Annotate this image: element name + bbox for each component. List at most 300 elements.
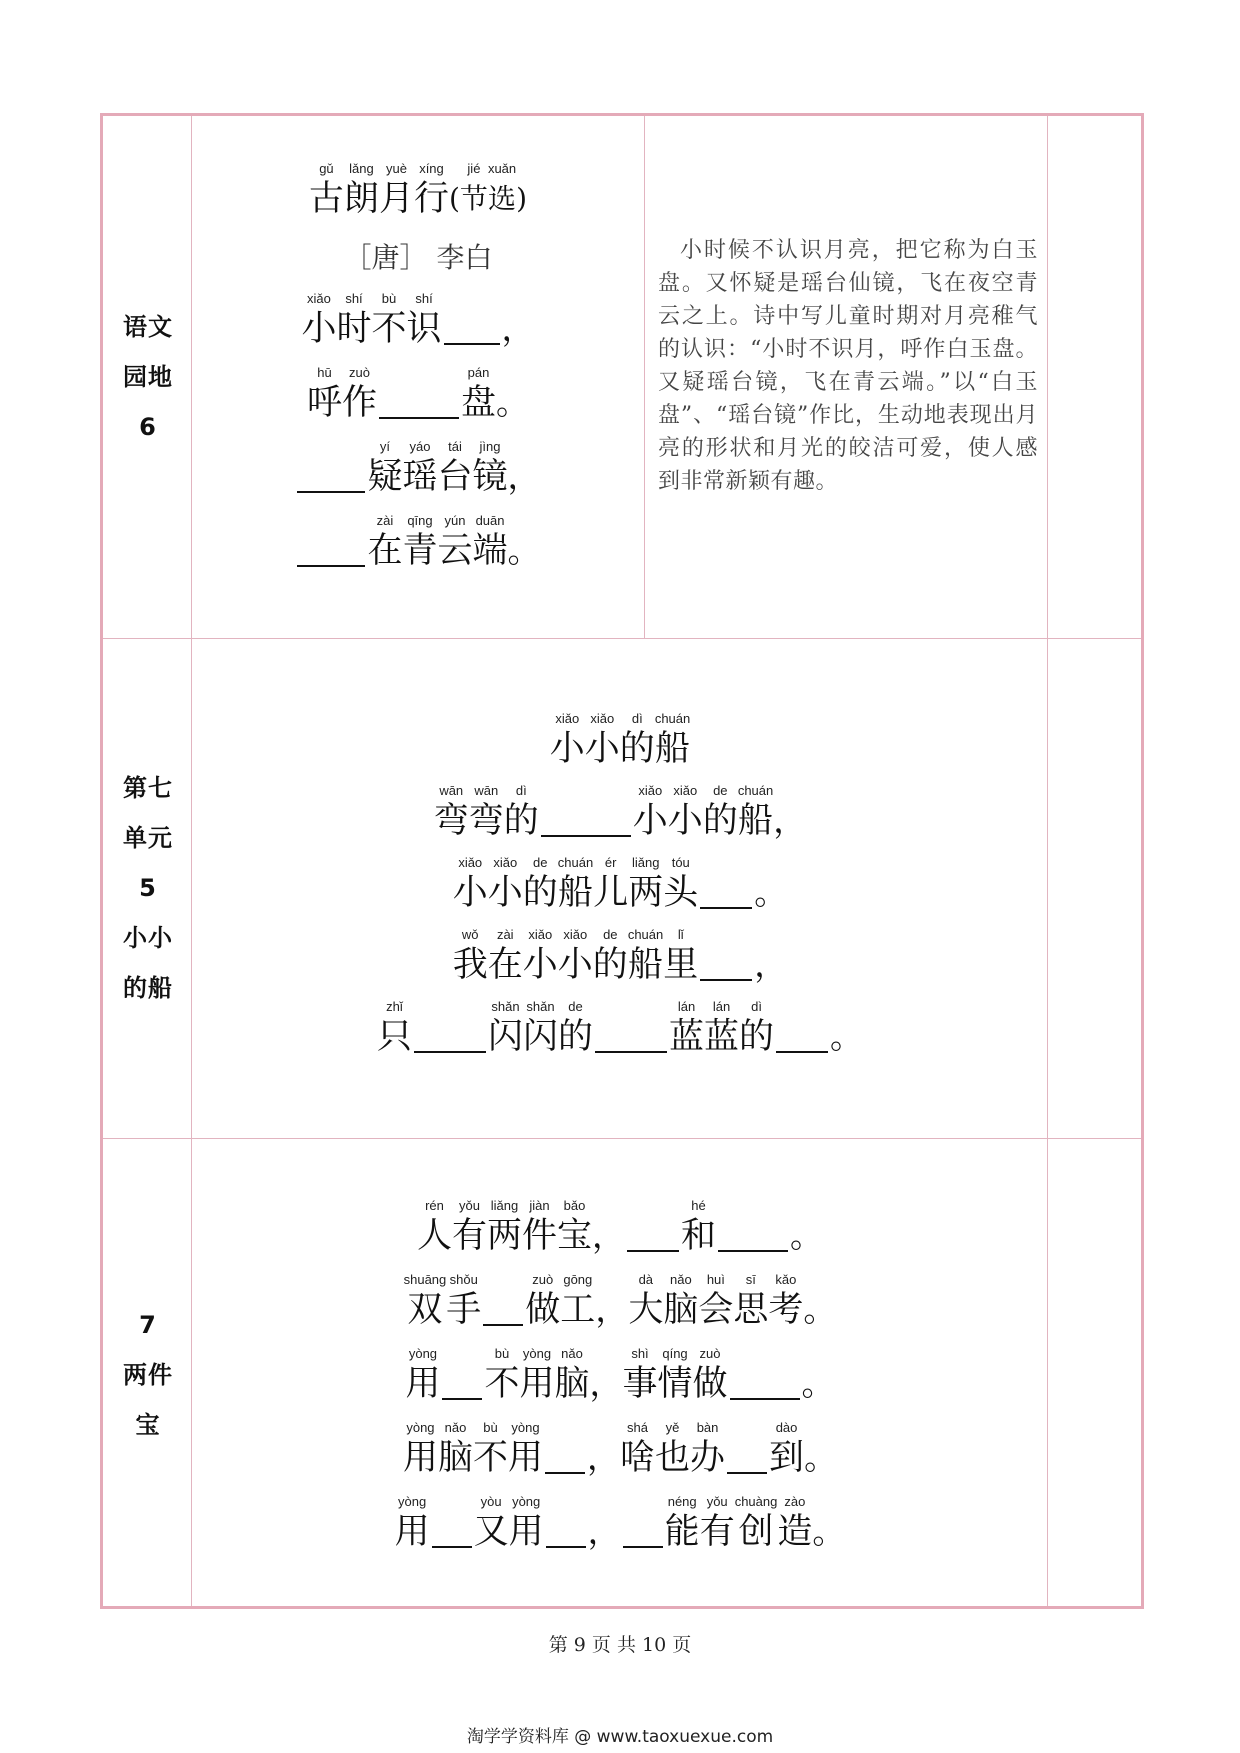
hanzi-text: 船 (557, 873, 593, 913)
poem-line: wān 弯 wān 弯 dì 的 xiǎo 小 xiǎo 小 de 的 chuán 船 ， (433, 783, 807, 841)
fill-blank[interactable] (297, 521, 365, 567)
pinyin-character (523, 855, 558, 915)
pinyin-text: hū (317, 365, 332, 380)
fill-blank[interactable] (718, 1206, 788, 1252)
pinyin-text: xíng (419, 161, 444, 176)
hanzi-text: 小 (584, 729, 620, 769)
hanzi-text: 用 (405, 1364, 441, 1404)
hanzi-text: 会 (698, 1290, 734, 1330)
pinyin-text: pán (467, 365, 490, 380)
pinyin-text: shí (345, 291, 363, 306)
pinyin-character (414, 161, 449, 221)
fill-blank[interactable] (627, 1206, 679, 1252)
hanzi-text: 作 (341, 383, 377, 423)
poem-xiaoxiaodechuan (193, 711, 1047, 1059)
hanzi-text: 大 (628, 1290, 664, 1330)
pinyin-character (704, 999, 739, 1059)
pinyin-text: kǎo (775, 1272, 797, 1287)
pinyin-character (693, 1346, 728, 1406)
hanzi-text: 闪 (487, 1017, 523, 1057)
hanzi-text: 呼 (306, 383, 342, 423)
pinyin-character (377, 999, 412, 1059)
pinyin-character (620, 1420, 655, 1480)
pinyin-text: sī (745, 1272, 756, 1287)
pinyin-character (769, 1420, 804, 1480)
hanzi-text: 做 (692, 1364, 728, 1404)
poem-line: yòng 用 bù 不 yòng 用 nǎo 脑 ， shì 事 qíng 情 zuò 做 。 (405, 1346, 835, 1404)
poem-line: wǒ 我 zài 在 xiǎo 小 xiǎo 小 de 的 chuán 船 lǐ 里 ， (452, 927, 788, 985)
pinyin-character (681, 1198, 716, 1258)
hanzi-text: 小 (667, 801, 703, 841)
hanzi-text: 事 (622, 1364, 658, 1404)
fill-blank[interactable] (414, 1007, 486, 1053)
pinyin-character (438, 439, 473, 499)
hanzi-text: 办 (690, 1438, 726, 1478)
pinyin-character (473, 439, 508, 499)
fill-blank[interactable] (442, 1354, 482, 1400)
pinyin-text: zài (376, 513, 394, 528)
fill-blank[interactable] (541, 791, 631, 837)
pinyin-text: zuò (349, 365, 370, 380)
hanzi-text: 蓝 (704, 1017, 740, 1057)
pinyin-text: de (533, 855, 548, 870)
hanzi-text: 选 (488, 182, 517, 215)
pinyin-character (336, 291, 371, 351)
pinyin-character (402, 439, 437, 499)
label-text: 宝 (135, 1411, 161, 1439)
pinyin-text: xiǎo (307, 291, 331, 306)
hanzi-text: 头 (663, 873, 699, 913)
hanzi-text: 月 (378, 179, 414, 219)
pinyin-character (407, 291, 442, 351)
hanzi-text: 用 (508, 1512, 544, 1552)
hanzi-text: 用 (394, 1512, 430, 1552)
hanzi-text: 的 (739, 1017, 775, 1057)
pinyin-text: xiǎo (528, 927, 553, 942)
poem-line: yí 疑 yáo 瑶 tái 台 jìng 镜 ， (295, 439, 540, 499)
pinyin-character (522, 1198, 557, 1258)
pinyin-character (473, 1420, 508, 1480)
pinyin-character (367, 439, 402, 499)
pinyin-character (344, 161, 379, 221)
label-text: 园地 (123, 363, 173, 391)
hanzi-text: 两 (486, 1216, 522, 1256)
pinyin-text: gǔ (319, 161, 334, 176)
pinyin-text: jìng (479, 439, 501, 454)
hanzi-text: 宝 (557, 1216, 593, 1256)
pinyin-text: liǎng (631, 855, 660, 870)
hanzi-text: 识 (406, 309, 442, 349)
pinyin-character (703, 783, 738, 843)
pinyin-text: wǒ (461, 927, 479, 942)
pinyin-character (585, 711, 620, 771)
hanzi-text: 行 (413, 179, 449, 219)
pinyin-character (738, 783, 773, 843)
hanzi-text: 镜 (472, 457, 508, 497)
pinyin-character (438, 513, 473, 573)
hanzi-text: 手 (446, 1290, 482, 1330)
pinyin-text: jiàn (529, 1198, 550, 1213)
column-divider (644, 116, 645, 638)
pinyin-character (593, 855, 628, 915)
pinyin-text: zào (784, 1494, 806, 1509)
hanzi-text: 在 (487, 945, 523, 985)
hanzi-text: 小 (557, 945, 593, 985)
hanzi-text: 工 (560, 1290, 596, 1330)
poem-line: xiǎo 小 xiǎo 小 de 的 chuán 船 ér 儿 liǎng 两 tóu 头 。 (452, 855, 788, 913)
hanzi-text: 的 (702, 801, 738, 841)
poem-line: hū 呼 zuò 作 pán 盘 。 (306, 365, 530, 423)
pinyin-character (488, 855, 523, 915)
hanzi-text: 不 (371, 309, 407, 349)
pinyin-character (309, 161, 344, 221)
hanzi-text: 造 (777, 1512, 813, 1552)
pinyin-text: zhǐ (386, 999, 403, 1014)
fill-blank[interactable] (546, 1502, 586, 1548)
poem-line: xiǎo 小 shí 时 bù 不 shí 识 ， (301, 291, 535, 349)
pinyin-character (488, 999, 523, 1059)
pinyin-character (558, 927, 593, 987)
hanzi-text: 也 (655, 1438, 691, 1478)
fill-blank[interactable] (776, 1007, 828, 1053)
pinyin-text: bù (494, 1346, 510, 1361)
pinyin-text: yí (379, 439, 391, 454)
hanzi-text: 船 (655, 729, 691, 769)
hanzi-text: 用 (507, 1438, 543, 1478)
hanzi-text: 做 (525, 1290, 561, 1330)
pinyin-character (669, 999, 704, 1059)
pinyin-text: yòng (512, 1494, 541, 1509)
pinyin-character (658, 1346, 693, 1406)
pinyin-character (453, 927, 488, 987)
pinyin-text: hé (691, 1198, 706, 1213)
pinyin-text: shuāng (403, 1272, 447, 1287)
pinyin-text: tóu (671, 855, 690, 870)
pinyin-text: wān (474, 783, 499, 798)
pinyin-text: yòng (408, 1346, 438, 1361)
pinyin-character (768, 1272, 803, 1332)
poem-line: zhǐ 只 shǎn 闪 shǎn 闪 de 的 lán 蓝 lán 蓝 dì 的 。 (376, 999, 864, 1057)
pinyin-character (488, 927, 523, 987)
hanzi-text: 的 (522, 873, 558, 913)
hanzi-text: 思 (733, 1290, 769, 1330)
hanzi-text: 小 (452, 873, 488, 913)
pinyin-text: xiǎo (493, 855, 518, 870)
pinyin-text: yǒu (458, 1198, 480, 1213)
hanzi-text: 我 (452, 945, 488, 985)
pinyin-character (519, 1346, 554, 1406)
pinyin-character (469, 783, 504, 843)
pinyin-character (665, 1494, 700, 1554)
hanzi-text: 台 (437, 457, 473, 497)
hanzi-text: 不 (472, 1438, 508, 1478)
pinyin-text: dà (638, 1272, 654, 1287)
pinyin-character (488, 161, 516, 221)
pinyin-character (698, 1272, 733, 1332)
pinyin-text: de (568, 999, 583, 1014)
pinyin-text: néng (667, 1494, 697, 1509)
hanzi-text: 疑 (367, 457, 403, 497)
poem-line: rén 人 yǒu 有 liǎng 两 jiàn 件 bǎo 宝 ， hé 和 。 (416, 1198, 824, 1256)
pinyin-character (690, 1420, 725, 1480)
pinyin-text: xiǎo (638, 783, 663, 798)
pinyin-text: yòng (406, 1420, 435, 1435)
hanzi-text: 朗 (343, 179, 379, 219)
pinyin-character (525, 1272, 560, 1332)
label-text: 语文 (123, 313, 173, 341)
pinyin-text: duān (475, 513, 505, 528)
pinyin-text: huì (706, 1272, 725, 1287)
site-watermark: 淘学学资料库 @ www.taoxuexue.com (466, 1727, 774, 1747)
pinyin-character (405, 1346, 440, 1406)
fill-blank[interactable] (700, 935, 752, 981)
pinyin-character (735, 1494, 778, 1554)
pinyin-text: xiǎo (590, 711, 615, 726)
pinyin-character (453, 855, 488, 915)
pinyin-text: chuàng (734, 1494, 778, 1509)
pinyin-text: dì (515, 783, 527, 798)
pinyin-character (484, 1346, 519, 1406)
hanzi-text: 脑 (437, 1438, 473, 1478)
poem-title: gǔ 古 lǎng 朗 yuè 月 xíng 行 ( jié 节 xuǎn 选 ) (308, 161, 528, 219)
hanzi-text: 能 (664, 1512, 700, 1552)
fill-blank[interactable] (379, 373, 459, 419)
pinyin-text: chuán (654, 711, 691, 726)
pinyin-text: nǎo (444, 1420, 467, 1435)
hanzi-text: 闪 (522, 1017, 558, 1057)
pinyin-character (628, 927, 663, 987)
pinyin-character (460, 161, 488, 221)
pinyin-text: xiǎo (458, 855, 483, 870)
hanzi-text: 的 (592, 945, 628, 985)
pinyin-text: rén (425, 1198, 444, 1213)
pinyin-character (404, 1272, 447, 1332)
hanzi-text: 又 (473, 1512, 509, 1552)
pinyin-text: de (603, 927, 618, 942)
pinyin-text: zuò (532, 1272, 554, 1287)
pinyin-character (307, 365, 342, 425)
hanzi-text: 小 (632, 801, 668, 841)
pinyin-character (633, 783, 668, 843)
hanzi-text: 船 (628, 945, 664, 985)
pinyin-character (342, 365, 377, 425)
hanzi-text: 脑 (663, 1290, 699, 1330)
label-text: 单元 (123, 824, 173, 852)
pinyin-text: yòu (480, 1494, 502, 1509)
pinyin-character (452, 1198, 487, 1258)
pinyin-character (417, 1198, 452, 1258)
pinyin-text: qīng (407, 513, 433, 528)
pinyin-text: yuè (385, 161, 407, 176)
hanzi-text: 瑶 (402, 457, 438, 497)
hanzi-text: 的 (503, 801, 539, 841)
pinyin-text: yún (444, 513, 466, 528)
pinyin-character (550, 711, 585, 771)
pinyin-character (663, 1272, 698, 1332)
pinyin-text: ér (604, 855, 617, 870)
hanzi-text: 不 (484, 1364, 520, 1404)
hanzi-text: 只 (376, 1017, 412, 1057)
pinyin-text: zuò (699, 1346, 721, 1361)
pinyin-text: shì (631, 1346, 649, 1361)
fill-blank[interactable] (700, 863, 752, 909)
pinyin-text: yě (665, 1420, 680, 1435)
pinyin-character (628, 855, 663, 915)
pinyin-text: shá (627, 1420, 648, 1435)
worksheet-table (100, 113, 1144, 1609)
section-label-2 (103, 638, 193, 1138)
pinyin-character (367, 513, 402, 573)
pinyin-character (523, 999, 558, 1059)
pinyin-character (403, 1420, 438, 1480)
pinyin-text: bù (381, 291, 397, 306)
poem-title (550, 711, 690, 771)
pinyin-text: dào (775, 1420, 798, 1435)
pinyin-character (663, 927, 698, 987)
pinyin-character (487, 1198, 522, 1258)
pinyin-character (523, 927, 558, 987)
hanzi-text: 两 (628, 873, 664, 913)
pinyin-text: nǎo (561, 1346, 583, 1361)
hanzi-text: 节 (459, 182, 488, 215)
pinyin-text: tái (448, 439, 462, 454)
fill-blank[interactable] (483, 1280, 523, 1326)
pinyin-character (663, 855, 698, 915)
page-number: 第 9 页 共 10 页 (548, 1634, 692, 1656)
hanzi-text: 啥 (620, 1438, 656, 1478)
hanzi-text: 青 (402, 531, 438, 571)
pinyin-character (620, 711, 655, 771)
pinyin-character (655, 711, 690, 771)
pinyin-text: xuǎn (487, 161, 517, 176)
label-text: 6 (139, 413, 157, 441)
fill-blank[interactable] (623, 1502, 663, 1548)
hanzi-text: 端 (472, 531, 508, 571)
hanzi-text: 的 (619, 729, 655, 769)
hanzi-text: 和 (681, 1216, 717, 1256)
hanzi-text: 的 (557, 1017, 593, 1057)
hanzi-text: 小 (549, 729, 585, 769)
pinyin-text: shí (415, 291, 433, 306)
fill-blank[interactable] (444, 299, 500, 345)
pinyin-text: liǎng (490, 1198, 519, 1213)
fill-blank[interactable] (545, 1428, 585, 1474)
hanzi-text: 用 (519, 1364, 555, 1404)
pinyin-character (473, 513, 508, 573)
pinyin-text: dì (751, 999, 762, 1014)
hanzi-text: 弯 (433, 801, 469, 841)
hanzi-text: 双 (407, 1290, 443, 1330)
pinyin-character (301, 291, 336, 351)
pinyin-text: bù (483, 1420, 498, 1435)
hanzi-text: 蓝 (669, 1017, 705, 1057)
pinyin-text: chuán (557, 855, 594, 870)
hanzi-text: 到 (769, 1438, 805, 1478)
fill-blank[interactable] (730, 1354, 800, 1400)
pinyin-text: chuán (737, 783, 774, 798)
fill-blank[interactable] (432, 1502, 472, 1548)
label-text: 第七 (123, 774, 173, 802)
pinyin-text: xiǎo (673, 783, 698, 798)
label-text: 7 (139, 1311, 157, 1339)
hanzi-text: 在 (367, 531, 403, 571)
pinyin-character (558, 999, 593, 1059)
pinyin-character (557, 1198, 592, 1258)
pinyin-text: nǎo (669, 1272, 692, 1287)
pinyin-text: de (713, 783, 728, 798)
poem-liangjianbao (193, 1198, 1047, 1554)
hanzi-text: 考 (768, 1290, 804, 1330)
pinyin-character (438, 1420, 473, 1480)
fill-blank[interactable] (595, 1007, 667, 1053)
hanzi-text: 小 (522, 945, 558, 985)
pinyin-text: gōng (563, 1272, 593, 1287)
row-divider (103, 638, 1141, 639)
section-label-1 (103, 116, 193, 638)
pinyin-character (509, 1494, 544, 1554)
pinyin-character (593, 927, 628, 987)
hanzi-text: 盘 (461, 383, 497, 423)
poem-line: yòng 用 yòu 又 yòng 用 ， néng 能 yǒu 有 chuàng 创 zào 造 。 (394, 1494, 846, 1552)
pinyin-text: shǎn (491, 999, 520, 1014)
pinyin-text: wān (439, 783, 464, 798)
label-text: 两件 (123, 1361, 173, 1389)
pinyin-character (655, 1420, 690, 1480)
poem-line: yòng 用 nǎo 脑 bù 不 yòng 用 ， shá 啥 yě 也 bàn 办 dào 到 。 (402, 1420, 838, 1478)
pinyin-character (504, 783, 539, 843)
pinyin-character (668, 783, 703, 843)
pinyin-text: shǎn (526, 999, 555, 1014)
pinyin-text: yáo (409, 439, 431, 454)
fill-blank[interactable] (297, 447, 365, 493)
label-text: 5 (139, 874, 157, 902)
pinyin-text: chuán (627, 927, 664, 942)
fill-blank[interactable] (727, 1428, 767, 1474)
hanzi-text: 时 (336, 309, 372, 349)
hanzi-text: 有 (699, 1512, 735, 1552)
pinyin-character (508, 1420, 543, 1480)
hanzi-text: 情 (657, 1364, 693, 1404)
pinyin-character (777, 1494, 812, 1554)
pinyin-text: lǐ (677, 927, 684, 942)
label-text: 小小 (123, 924, 173, 952)
hanzi-text: 弯 (468, 801, 504, 841)
pinyin-character (739, 999, 774, 1059)
hanzi-text: 件 (522, 1216, 558, 1256)
pinyin-text: yòng (522, 1346, 552, 1361)
pinyin-text: yòng (511, 1420, 540, 1435)
pinyin-text: bǎo (563, 1198, 586, 1213)
pinyin-text: lǎng (349, 161, 374, 176)
pinyin-character (628, 1272, 663, 1332)
label-text: 的船 (123, 974, 173, 1002)
poem-line: shuāng 双 shǒu 手 zuò 做 gōng 工 ， dà 大 nǎo 脑 huì 会 sī 思 kǎo 考 。 (403, 1272, 837, 1330)
pinyin-character (700, 1494, 735, 1554)
poem-gulangyuexing (198, 161, 638, 573)
pinyin-text: jié (467, 161, 481, 176)
pinyin-text: bàn (696, 1420, 719, 1435)
hanzi-text: 儿 (593, 873, 629, 913)
pinyin-text: qíng (662, 1346, 688, 1361)
hanzi-text: 里 (663, 945, 699, 985)
pinyin-character (446, 1272, 481, 1332)
pinyin-character (623, 1346, 658, 1406)
hanzi-text: 人 (416, 1216, 452, 1256)
pinyin-character (402, 513, 437, 573)
hanzi-text: 小 (487, 873, 523, 913)
hanzi-text: 脑 (554, 1364, 590, 1404)
hanzi-text: 船 (738, 801, 774, 841)
